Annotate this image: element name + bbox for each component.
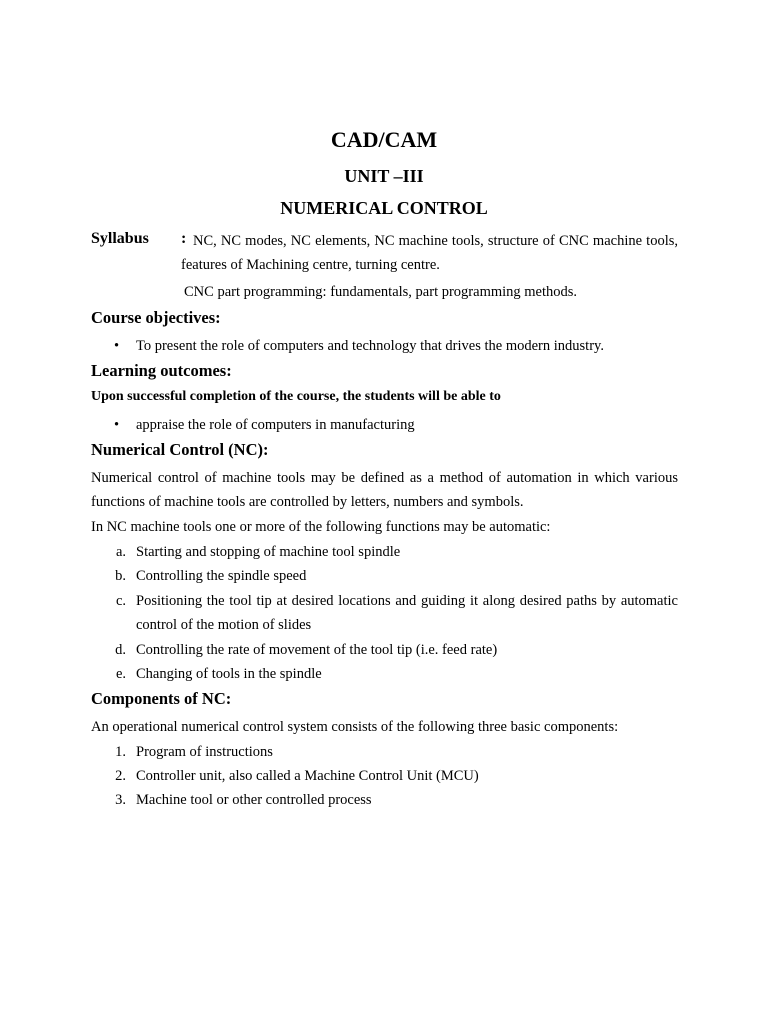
list-marker: d. [115,642,126,658]
components-intro: An operational numerical control system consists of the following three basic components: [91,719,619,735]
bullet-icon: • [114,338,120,354]
course-objective-item: To present the role of computers and technology that drives the modern industry. [136,338,604,354]
list-item: Machine tool or other controlled process [136,792,372,808]
syllabus-text-content: NC, NC modes, NC elements, NC machine tools, structure of CNC machine tools, features of Machining centre, turning centre. [181,233,678,273]
list-item: Controlling the spindle speed [136,568,307,584]
list-item: Program of instructions [136,744,273,760]
course-objectives-heading: Course objectives: [91,308,221,327]
topic-heading: NUMERICAL CONTROL [280,198,488,218]
list-marker: 3. [115,792,126,808]
unit-heading: UNIT –III [344,166,424,186]
syllabus-colon: : [181,230,187,247]
list-marker: 2. [115,768,126,784]
nc-definition-paragraph: Numerical control of machine tools may be defined as a method of automation in which various functions of machine tools are controlled by letters, numbers and symbols. [91,470,678,510]
list-item: Changing of tools in the spindle [136,666,322,682]
syllabus-label: Syllabus [91,230,149,247]
learning-outcomes-intro: Upon successful completion of the course, the students will be able to [91,389,501,404]
components-heading: Components of NC: [91,689,232,708]
list-item: Starting and stopping of machine tool spindle [136,544,401,560]
nc-heading: Numerical Control (NC): [91,440,269,459]
list-item: Positioning the tool tip at desired locations and guiding it along desired paths by automatic control of the motion of slides [136,593,678,633]
syllabus-text [181,229,678,277]
learning-outcomes-heading: Learning outcomes: [91,361,232,380]
list-marker: a. [115,544,126,560]
list-marker: c. [115,593,126,609]
list-marker: e. [115,666,126,682]
syllabus-text-continued: CNC part programming: fundamentals, part programming methods. [184,284,578,300]
list-item: Controlling the rate of movement of the tool tip (i.e. feed rate) [136,642,498,658]
document-title: CAD/CAM [330,127,438,152]
list-marker: b. [115,568,126,584]
bullet-icon: • [114,417,120,433]
nc-functions-intro: In NC machine tools one or more of the following functions may be automatic: [91,519,551,535]
list-marker: 1. [115,744,126,760]
list-item: Controller unit, also called a Machine Control Unit (MCU) [136,768,479,784]
learning-outcome-item: appraise the role of computers in manufacturing [136,417,415,433]
